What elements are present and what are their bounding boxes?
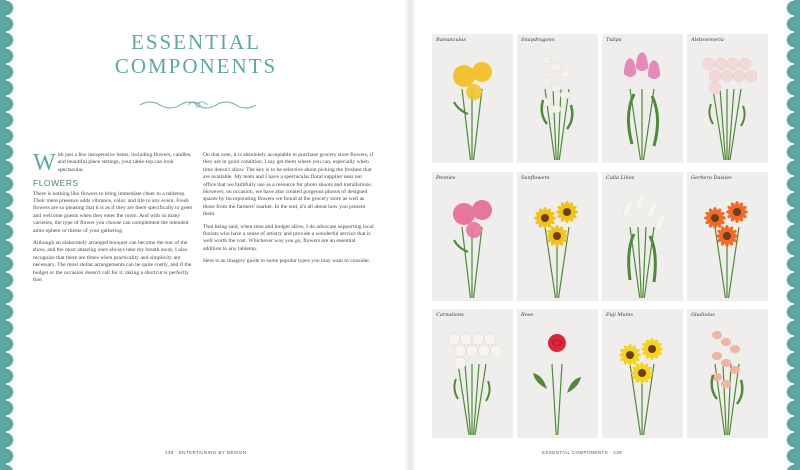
section-subhead: FLOWERS — [33, 178, 79, 189]
flower-photo-image — [432, 172, 513, 301]
title-line-1: ESSENTIAL — [131, 30, 261, 54]
intro-text: ith just a few inexpensive items, including flowers, candles, and beautiful place settings, your table-top can look spectacular. — [57, 152, 192, 173]
flower-photo-tile — [602, 172, 683, 301]
flower-label: Sunflowers — [521, 174, 550, 181]
flower-photo-image — [687, 172, 768, 301]
flower-photo-image — [602, 309, 683, 438]
flower-photo-image — [687, 309, 768, 438]
flower-photo-grid — [432, 34, 768, 438]
flower-photo-image — [687, 34, 768, 163]
flower-label: Gladiolus — [691, 312, 715, 318]
flower-photo-tile — [687, 172, 768, 301]
flower-label: Fuji Mums — [606, 312, 634, 318]
flower-label: Rose — [521, 312, 534, 318]
flower-photo-tile — [432, 34, 513, 163]
right-scalloped-edge — [784, 0, 794, 470]
left-folio: 238 · ENTERTAINING BY DESIGN — [165, 450, 247, 455]
flower-label: Peonies — [436, 174, 456, 181]
flower-label: Ranunculus — [436, 37, 466, 43]
paragraph-3: On that note, it is absolutely acceptable to purchase grocery store flowers, if they are in good condition. I say get them where you can, especially when time doesn't allow. The key is to be selective about picking the freshest that are available. My team and I have a spectacular floral supplier near our office that we faithfully use as a resource for photo shoots and installations. However, on occasion, we have also created gorgeous photos of designed spaces by incorporating flowers we found at the grocery store as well as those from the farmers' market. In the end, it's all about how you present them. — [203, 152, 374, 218]
flower-photo-tile — [602, 309, 683, 438]
flower-photo-image — [602, 34, 683, 163]
flower-label: Gerbera Daisies — [691, 174, 732, 181]
paragraph-1: There is nothing like flowers to bring immediate cheer to a tabletop. Their mere presence adds vibrance, color, and life to any event. Fresh flowers are so pleasing that it is as if they are there specifically to greet and welcome guests when they enter the room. And with so many varieties, the type of flower you choose can complement the intended atmo-sphere or theme of your gathering. — [33, 190, 193, 234]
flower-photo-image — [602, 172, 683, 301]
flower-photo-image — [432, 309, 513, 438]
paragraph-5: Here is an imagery guide to some popular types you may want to consider. — [203, 258, 371, 265]
right-folio: ESSENTIAL COMPONENTS · 239 — [542, 450, 623, 455]
left-scalloped-edge — [6, 0, 16, 470]
flower-photo-image — [517, 34, 598, 163]
paragraph-2: Although an elaborately arranged bouquet can become the star of the show, and the most amazing ones always take my breath away, I also recognize that there are times when practicality and simplicity are necessary. The most stellar arrangements can be quite costly, and if the budget or the occasion doesn't call for it, taking a shortcut is perfectly fine. — [33, 240, 192, 284]
ornament-divider-icon — [138, 97, 258, 113]
flower-photo-tile — [687, 309, 768, 438]
text-column-1 — [33, 152, 193, 290]
flower-label: Carnations — [436, 312, 464, 318]
flower-label: Alstroemeria — [691, 37, 724, 43]
drop-cap: W — [33, 150, 56, 176]
flower-photo-image — [517, 309, 598, 438]
flower-label: Tulips — [606, 37, 622, 43]
flower-photo-tile — [517, 34, 598, 163]
text-column-2 — [203, 152, 375, 271]
title-line-2: COMPONENTS — [114, 54, 278, 78]
flower-photo-tile — [687, 34, 768, 163]
page-title — [96, 30, 296, 78]
flower-photo-image — [517, 172, 598, 301]
flower-photo-tile — [517, 172, 598, 301]
flower-photo-tile — [517, 309, 598, 438]
intro-paragraph — [33, 152, 193, 174]
flower-photo-tile — [432, 172, 513, 301]
flower-photo-image — [432, 34, 513, 163]
flower-label: Snapdragons — [521, 37, 555, 43]
flower-photo-tile — [432, 309, 513, 438]
flower-photo-tile — [602, 34, 683, 163]
flower-label: Calla Lilies — [606, 174, 635, 181]
book-gutter — [404, 0, 416, 470]
paragraph-4: That being said, when time and budget allow, I do advocate supporting local florists who have a sense of artistry and provide a wonderful service that is well worth the cost. Whichever way you go, flowers are an essential addition to any tabletop. — [203, 223, 374, 252]
